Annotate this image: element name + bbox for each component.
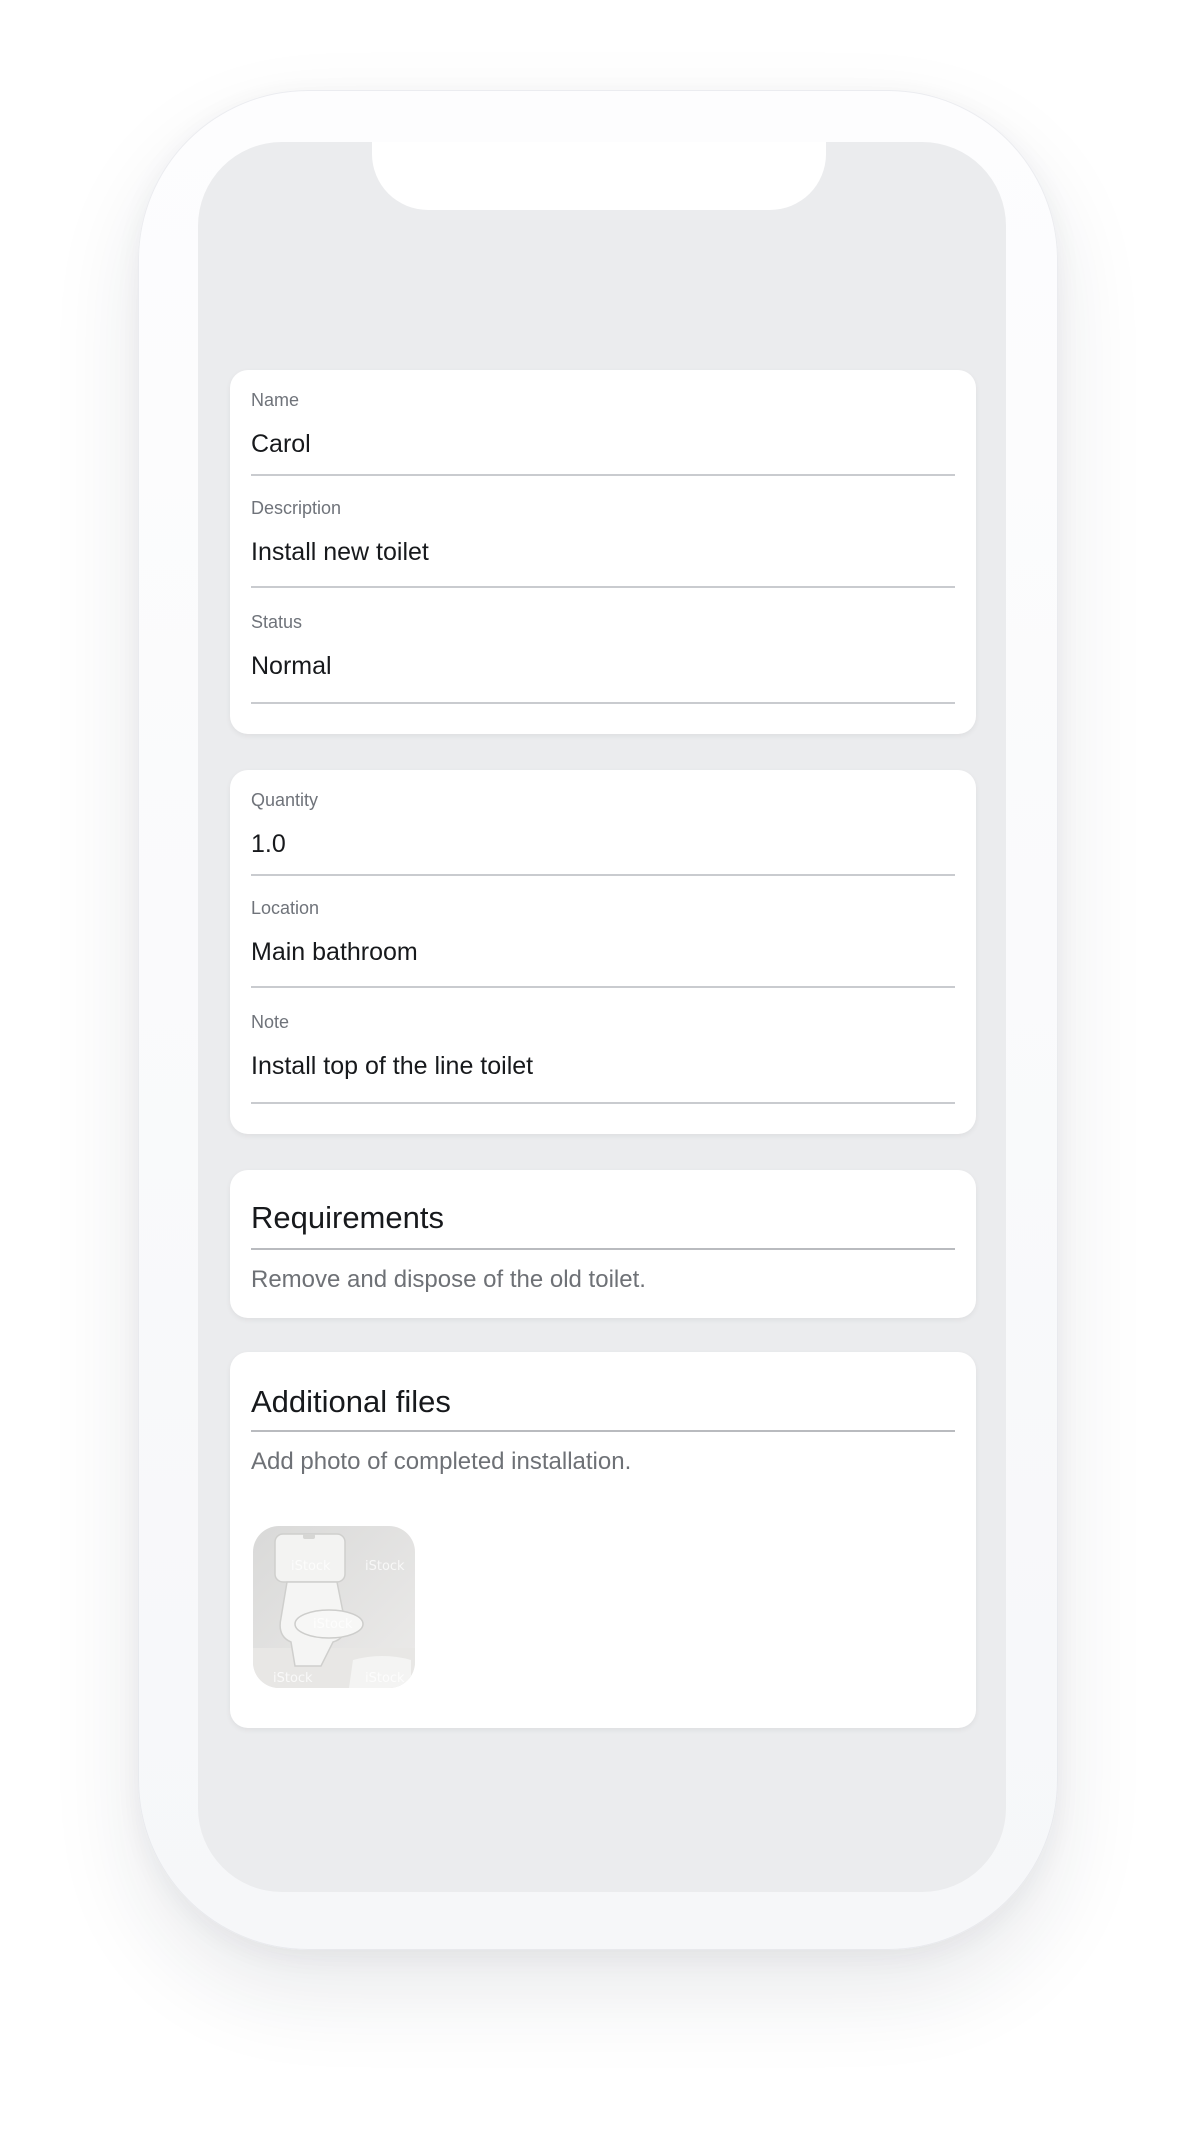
additional-files-card	[230, 1352, 976, 1728]
field-underline	[251, 586, 955, 588]
svg-text:iStock: iStock	[291, 1559, 331, 1574]
app-screen	[198, 142, 1006, 1892]
field-underline	[251, 986, 955, 988]
additional-files-text: Add photo of completed installation.	[251, 1448, 632, 1475]
svg-text:iStock: iStock	[273, 1671, 313, 1686]
svg-text:iStock: iStock	[365, 1671, 405, 1686]
name-field[interactable]	[251, 390, 955, 480]
field-underline	[251, 874, 955, 876]
status-value: Normal	[251, 652, 332, 680]
description-value: Install new toilet	[251, 538, 429, 566]
location-field[interactable]	[251, 898, 955, 994]
quantity-label: Quantity	[251, 790, 319, 810]
field-underline	[251, 1102, 955, 1104]
requirements-card	[230, 1170, 976, 1318]
svg-text:iStock: iStock	[313, 1617, 353, 1632]
requirements-divider	[251, 1248, 955, 1250]
requirements-text: Remove and dispose of the old toilet.	[251, 1266, 646, 1293]
quantity-value: 1.0	[251, 830, 286, 858]
location-label: Location	[251, 898, 320, 918]
status-label: Status	[251, 612, 303, 632]
phone-notch	[372, 142, 826, 210]
field-underline	[251, 474, 955, 476]
field-underline	[251, 702, 955, 704]
note-value: Install top of the line toilet	[251, 1052, 534, 1080]
general-info-card	[230, 370, 976, 734]
name-label: Name	[251, 390, 300, 410]
description-label: Description	[251, 498, 342, 518]
description-field[interactable]	[251, 498, 955, 594]
toilet-photo-icon	[253, 1526, 415, 1688]
photo-thumbnail[interactable]	[253, 1526, 415, 1688]
svg-text:iStock: iStock	[365, 1559, 405, 1574]
work-details-card	[230, 770, 976, 1134]
requirements-heading: Requirements	[251, 1200, 444, 1235]
additional-files-divider	[251, 1430, 955, 1432]
quantity-field[interactable]	[251, 790, 955, 880]
note-label: Note	[251, 1012, 290, 1032]
additional-files-heading: Additional files	[251, 1384, 451, 1419]
status-field[interactable]	[251, 612, 955, 712]
note-field[interactable]	[251, 1012, 955, 1112]
location-value: Main bathroom	[251, 938, 418, 966]
name-value: Carol	[251, 430, 311, 458]
